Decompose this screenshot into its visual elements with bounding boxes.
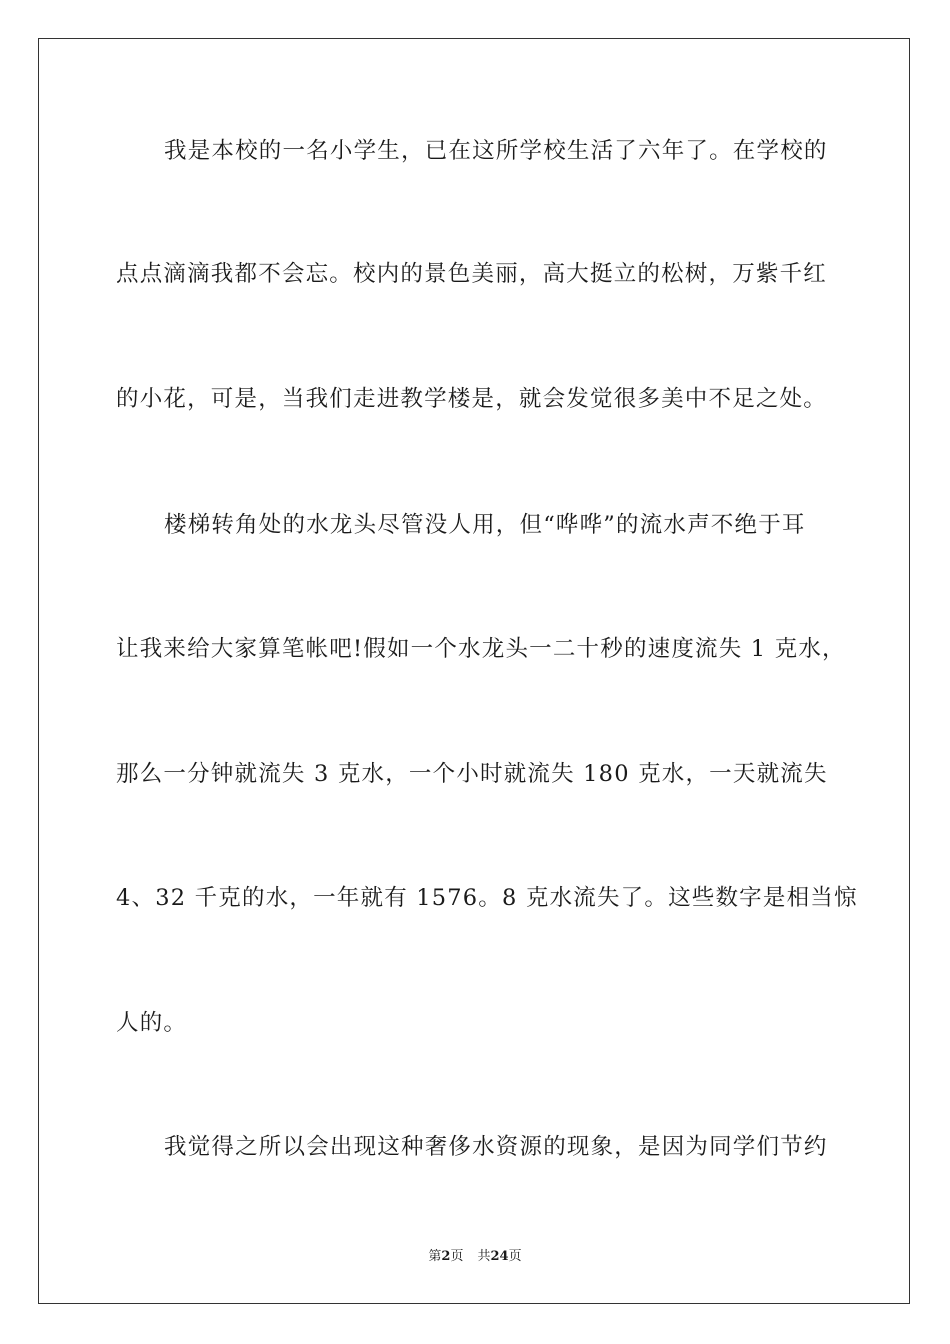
- paragraph-line-2: 点点滴滴我都不会忘。校内的景色美丽，高大挺立的松树，万紫千红: [116, 261, 828, 287]
- paragraph-line-6: 那么一分钟就流失 3 克水，一个小时就流失 180 克水，一天就流失: [116, 761, 828, 787]
- paragraph-line-3: 的小花，可是，当我们走进教学楼是，就会发觉很多美中不足之处。: [116, 386, 828, 412]
- paragraph-line-5: 让我来给大家算笔帐吧!假如一个水龙头一二十秒的速度流失 1 克水，: [116, 636, 846, 662]
- page-unit: 页: [450, 1249, 464, 1264]
- paragraph-line-8: 人的。: [116, 1010, 188, 1036]
- paragraph-line-7: 4、32 千克的水，一年就有 1576。8 克水流失了。这些数字是相当惊: [116, 885, 858, 911]
- paragraph-line-4: 楼梯转角处的水龙头尽管没人用，但“哗哗”的流水声不绝于耳: [164, 512, 806, 538]
- paragraph-line-1: 我是本校的一名小学生，已在这所学校生活了六年了。在学校的: [164, 138, 828, 164]
- current-page-number: 2: [441, 1249, 451, 1264]
- paragraph-line-9: 我觉得之所以会出现这种奢侈水资源的现象，是因为同学们节约: [164, 1134, 828, 1160]
- total-prefix: 共: [477, 1249, 491, 1264]
- page-border: [38, 38, 910, 1304]
- total-page-number: 24: [490, 1249, 509, 1264]
- page-prefix: 第: [428, 1249, 442, 1264]
- page-footer: [0, 1249, 950, 1265]
- total-unit: 页: [508, 1249, 522, 1264]
